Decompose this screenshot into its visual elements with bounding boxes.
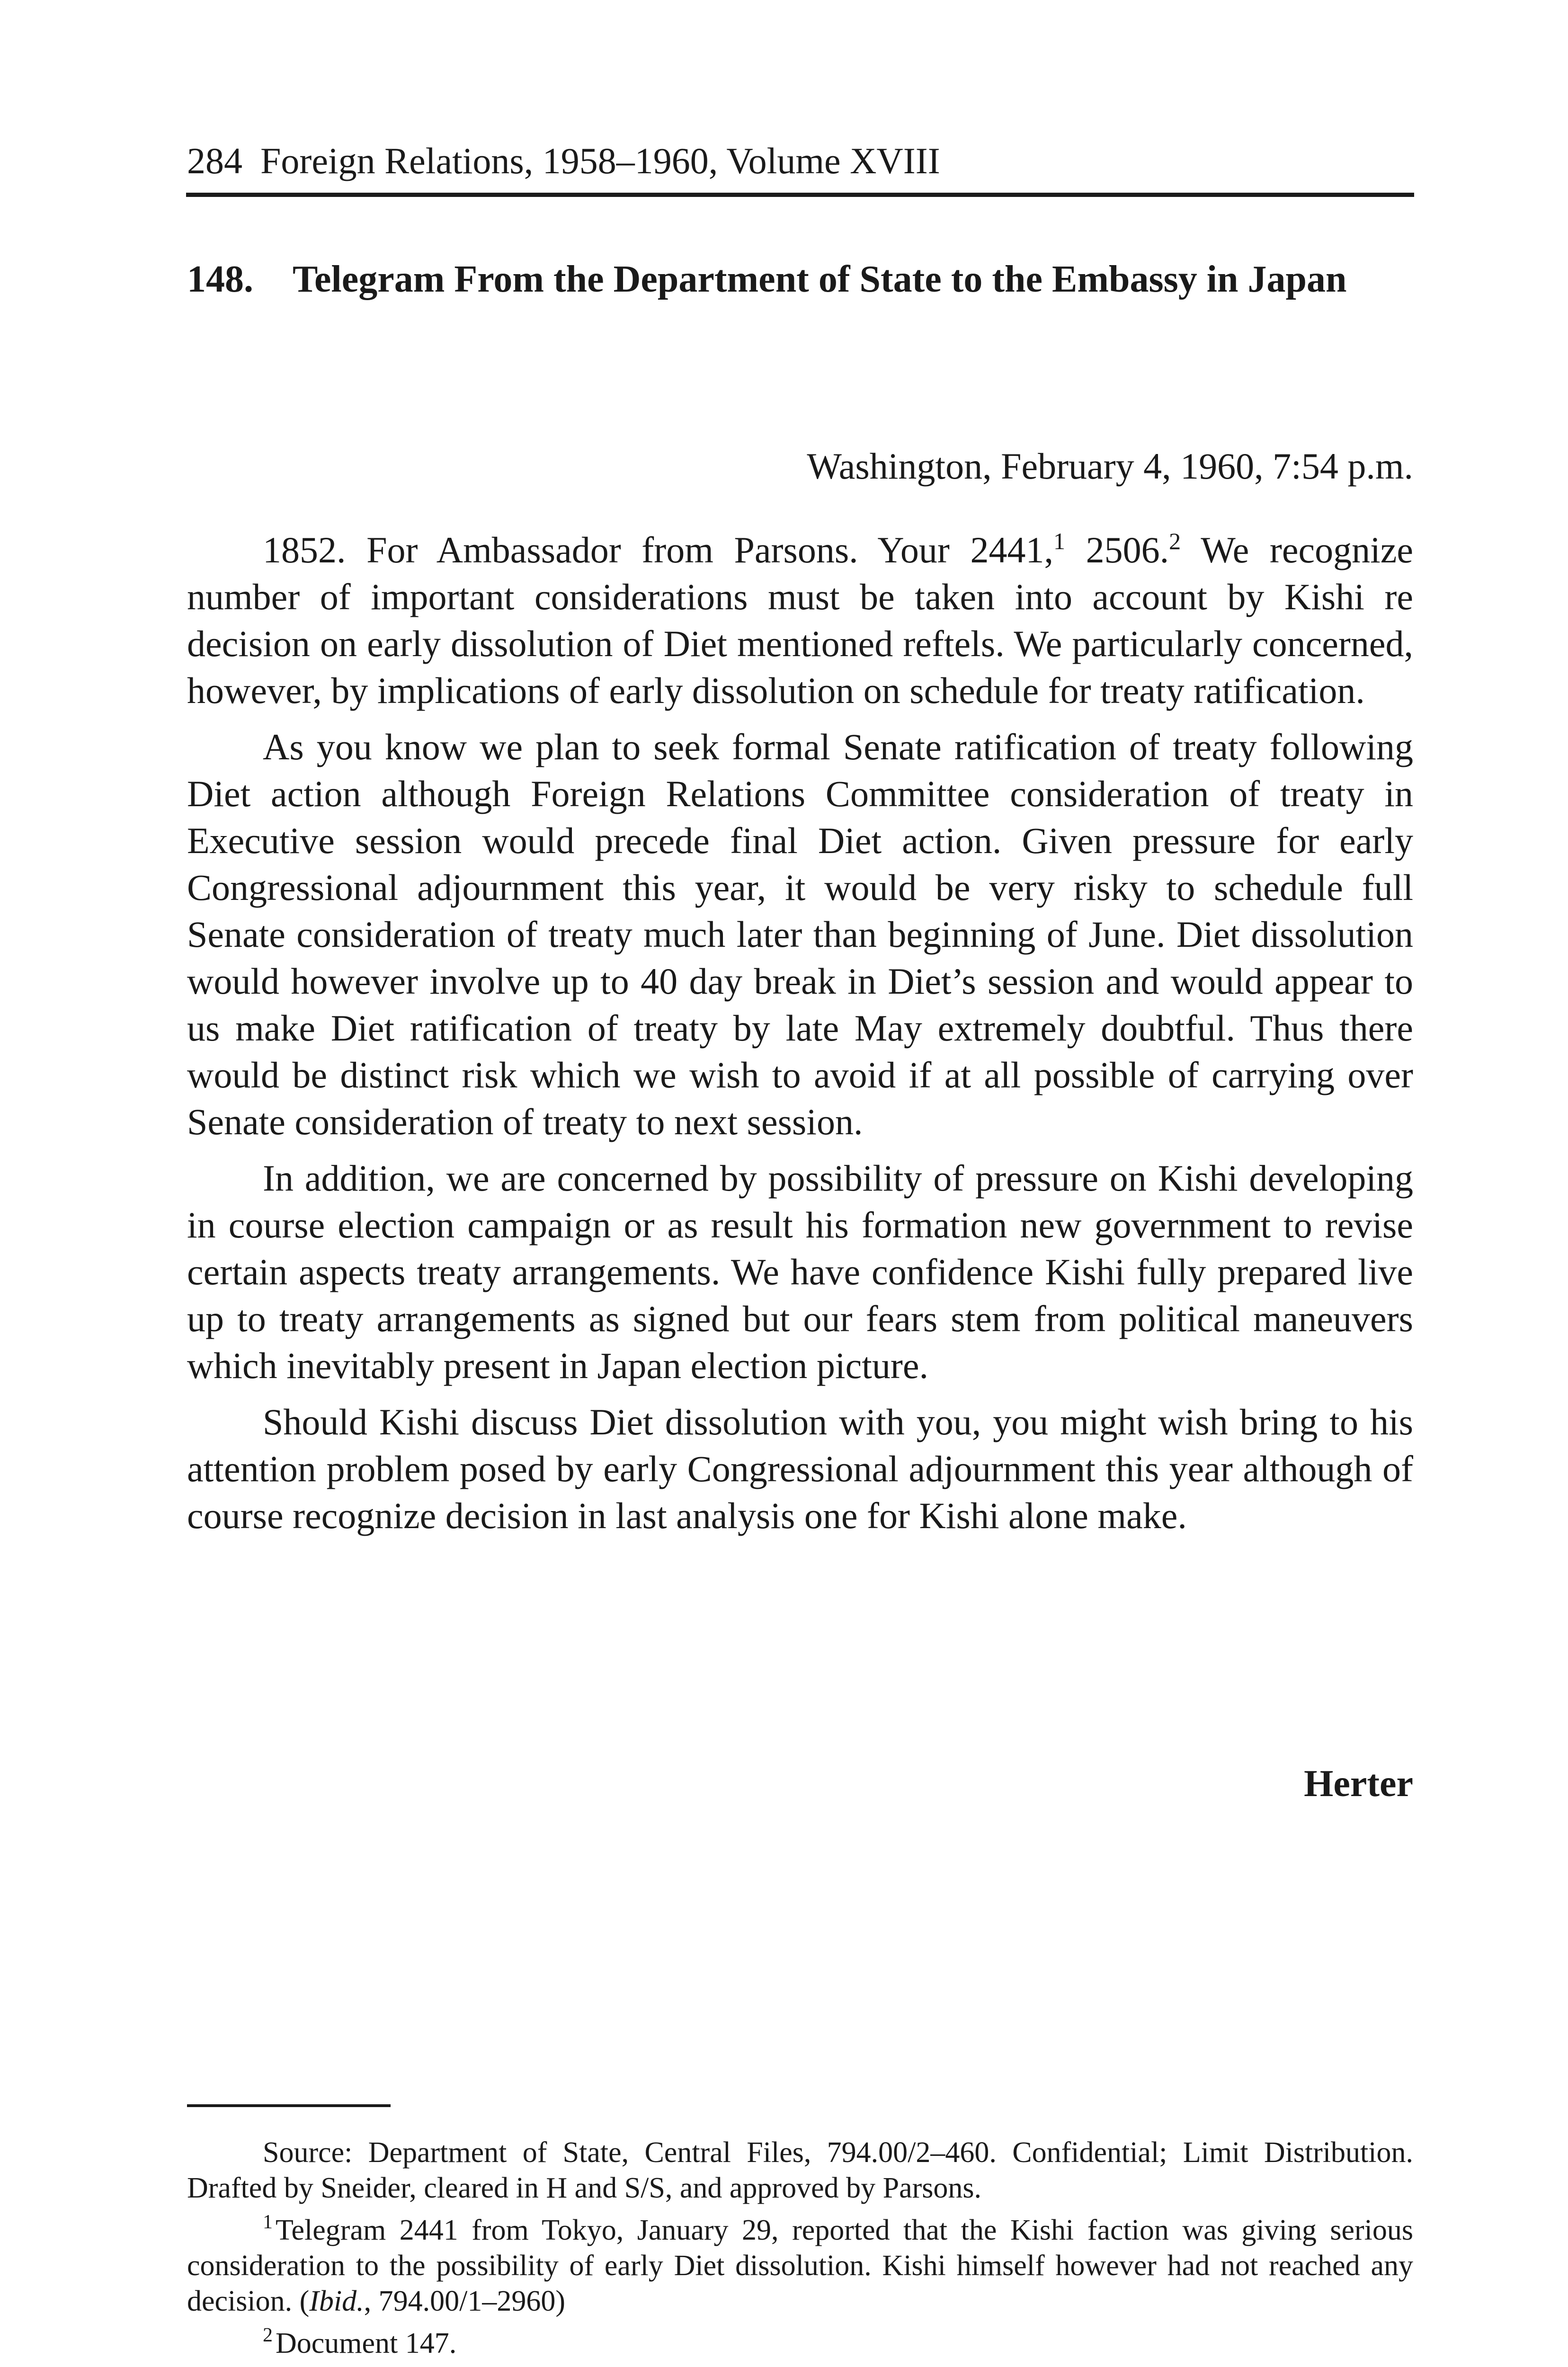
document-heading [187,256,1413,303]
paragraph-1-start: 1852. For Ambassador from Parsons. Your 2441, [263,529,1053,570]
header-rule [186,193,1414,197]
signature: Herter [1304,1763,1413,1805]
footnote-2 [187,2326,1413,2361]
footnote-1-ibid: Ibid. [309,2285,364,2317]
footnote-1 [187,2213,1413,2319]
footnote-ref-2: 2 [1169,528,1181,554]
document-number: 148. [187,258,253,300]
volume-title: Foreign Relations, 1958–1960, Volume XVIII [260,140,940,181]
paragraph-4: Should Kishi discuss Diet dissolution with you, you might wish bring to his attention problem posed by early Congressional adjournment this year although of course recognize decision in last analysis one for Kishi alone make. [187,1401,1413,1536]
footnote-ref-1: 1 [1053,528,1065,554]
paragraph-1 [187,526,1413,714]
footnotes [187,2135,1413,2367]
footnote-1-text: Telegram 2441 from Tokyo, January 29, reported that the Kishi faction was giving serious consideration to the possibility of early Diet dissolution. Kishi himself however had not reached any decision. ( [187,2214,1413,2317]
document-title: Telegram From the Department of State to the Embassy in Japan [293,258,1347,300]
paragraph-3: In addition, we are concerned by possibility of pressure on Kishi developing in course election campaign or as result his formation new government to revise certain aspects treaty arrangements. We have confidence Kishi fully prepared live up to treaty arrangements as signed but our fears stem from political maneuvers which inevitably present in Japan election picture. [187,1157,1413,1386]
running-head [187,137,1413,185]
paragraph-2: As you know we plan to seek formal Senate ratification of treaty following Diet action although Foreign Relations Committee consideration of treaty in Executive session would precede final Diet action. Given pressure for early Congressional adjournment this year, it would be very risky to schedule full Senate consideration of treaty much later than beginning of June. Diet dissolution would however involve up to 40 day break in Diet’s session and would appear to us make Diet ratification of treaty by late May extremely doubtful. Thus there would be distinct risk which we wish to avoid if at all possible of carrying over Senate consideration of treaty to next session. [187,726,1413,1142]
footnote-1-end: , 794.00/1–2960) [364,2285,566,2317]
footnote-2-text: Document 147. [276,2327,457,2359]
telegram-body [187,526,1413,1548]
source-note: Source: Department of State, Central Files, 794.00/2–460. Confidential; Limit Distribution. Drafted by Sneider, cleared in H and S/S, and approved by Parsons. [187,2136,1413,2204]
paragraph-1-mid: 2506. [1065,529,1169,570]
paragraph-1-rest: We recognize number of important considerations must be taken into account by Kishi re decision on early dissolution of Diet mentioned reftels. We particularly concerned, however, by implications of early dissolution on schedule for treaty ratification. [187,529,1414,711]
footnote-rule [187,2104,391,2107]
page-number: 284 [187,140,242,181]
footnote-1-marker: 1 [263,2211,273,2233]
footnote-2-marker: 2 [263,2324,273,2346]
dateline: Washington, February 4, 1960, 7:54 p.m. [807,445,1413,487]
